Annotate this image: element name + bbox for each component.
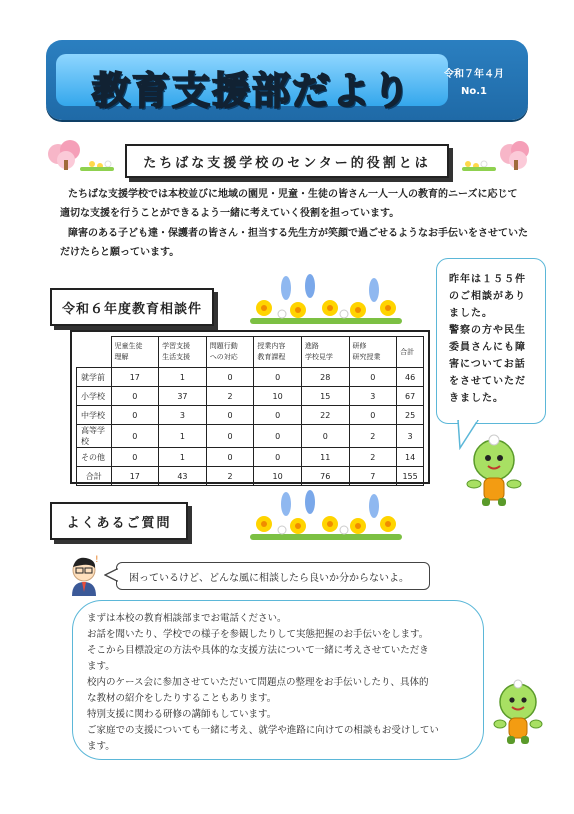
table-row	[77, 425, 424, 448]
column-header-line: 学習支援	[162, 342, 191, 350]
table-cell: 43	[159, 467, 207, 486]
role-paragraph-1	[60, 185, 540, 223]
side-note-line: ました。	[449, 308, 493, 319]
row-label: 高等学校	[77, 425, 112, 448]
mascot-icon	[462, 434, 528, 510]
page-title: 教育支援部だより	[91, 69, 412, 113]
question-text: 困っているけど、どんな風に相談したら良いか分からないよ。	[129, 573, 409, 584]
table-cell: 0	[206, 406, 254, 425]
table-cell: 1	[159, 448, 207, 467]
table-cell: 17	[111, 368, 159, 387]
table-cell: 7	[349, 467, 397, 486]
table-row	[77, 406, 424, 425]
table-cell: 10	[254, 387, 302, 406]
cherry-blossom-icon	[460, 140, 536, 172]
answer-line: お話を聞いたり、学校での様子を参観したりして実態把握のお手伝いをします。	[87, 629, 429, 640]
flower-bed-icon	[246, 274, 406, 326]
title-panel	[56, 54, 448, 113]
column-header	[159, 337, 207, 368]
table-cell: 155	[397, 467, 424, 486]
column-header-line: 研究授業	[352, 353, 381, 361]
table-cell: 22	[301, 406, 349, 425]
consultation-table-frame	[70, 330, 430, 484]
table-corner-cell	[77, 337, 112, 368]
column-header-line: 教育課程	[257, 353, 286, 361]
answer-line: そこから目標設定の方法や具体的な支援方法について一緒に考えさせていただき	[87, 645, 429, 656]
table-cell: 0	[206, 425, 254, 448]
answer-line: な教材の紹介をしたりすることもあります。	[87, 693, 277, 704]
row-label: 就学前	[77, 368, 112, 387]
column-header-line: 授業内容	[257, 342, 286, 350]
column-header-line: 生活支援	[162, 353, 191, 361]
table-cell: 0	[206, 368, 254, 387]
column-header-line: 理解	[114, 353, 129, 361]
faq-heading-text: よくあるご質問	[66, 515, 172, 531]
table-cell: 11	[301, 448, 349, 467]
table-cell: 28	[301, 368, 349, 387]
table-cell: 0	[254, 368, 302, 387]
side-note-line: 警察の方や民生	[449, 325, 526, 336]
table-cell: 3	[397, 425, 424, 448]
flower-bed-icon	[246, 490, 406, 542]
column-header-line: 問題行動	[209, 342, 238, 350]
role-section-heading-text: たちばな支援学校のセンター的役割とは	[143, 155, 431, 171]
column-header-line: への対応	[209, 353, 238, 361]
table-cell: 0	[111, 387, 159, 406]
row-label: その他	[77, 448, 112, 467]
table-cell: 0	[301, 425, 349, 448]
table-row	[77, 368, 424, 387]
issue-info	[432, 66, 516, 100]
consultation-heading-text: 令和６年度教育相談件	[61, 301, 202, 317]
table-header-row	[77, 337, 424, 368]
side-note-line: きました。	[449, 393, 504, 404]
table-cell: 14	[397, 448, 424, 467]
table-row	[77, 448, 424, 467]
table-body	[77, 368, 424, 486]
answer-line: まずは本校の教育相談部までお電話ください。	[87, 613, 287, 624]
column-header	[111, 337, 159, 368]
role-line: たちばな支援学校では本校並びに地域の園児・児童・生徒の皆さん一人一人の教育的ニーズに応じて	[68, 189, 518, 200]
table-cell: 0	[111, 406, 159, 425]
column-header	[206, 337, 254, 368]
title-banner	[46, 40, 528, 120]
table-cell: 2	[206, 387, 254, 406]
column-header-line: 研修	[352, 342, 367, 350]
table-cell: 2	[349, 425, 397, 448]
table-cell: 2	[206, 467, 254, 486]
table-cell: 2	[349, 448, 397, 467]
cherry-blossom-icon	[40, 140, 116, 172]
row-label: 小学校	[77, 387, 112, 406]
faq-heading	[50, 502, 188, 540]
table-cell: 46	[397, 368, 424, 387]
table-cell: 3	[159, 406, 207, 425]
answer-line: ご家庭での支援についても一緒に考え、就学や進路に向けての相談もお受けしてい	[87, 725, 439, 736]
answer-bubble	[72, 600, 484, 760]
side-note-line: 害についてお話	[449, 359, 526, 370]
column-header-line: 児童生徒	[114, 342, 143, 350]
table-cell: 67	[397, 387, 424, 406]
question-bubble-tail-icon	[104, 568, 118, 582]
table-cell: 1	[159, 425, 207, 448]
table-cell: 0	[349, 406, 397, 425]
consultation-table	[76, 336, 424, 486]
column-header-line: 学校見学	[304, 353, 333, 361]
teacher-icon	[64, 552, 104, 598]
question-bubble	[116, 562, 430, 590]
answer-line: 校内のケース会に参加させていただいて問題点の整理をお手伝いしたり、具体的	[87, 677, 429, 688]
table-row	[77, 387, 424, 406]
table-cell: 0	[206, 448, 254, 467]
row-label: 合計	[77, 467, 112, 486]
table-cell: 17	[111, 467, 159, 486]
role-paragraph-2	[60, 224, 540, 262]
column-header-line: 進路	[304, 342, 319, 350]
side-note-bubble	[436, 258, 546, 424]
column-header	[301, 337, 349, 368]
consultation-heading	[50, 288, 214, 326]
table-cell: 0	[254, 406, 302, 425]
issue-number: No.1	[461, 86, 487, 97]
mascot-icon	[488, 678, 548, 748]
table-cell: 0	[254, 425, 302, 448]
table-cell: 0	[111, 425, 159, 448]
table-cell: 3	[349, 387, 397, 406]
table-cell: 0	[254, 448, 302, 467]
table-cell: 25	[397, 406, 424, 425]
table-cell: 15	[301, 387, 349, 406]
column-header-line: 合計	[400, 347, 415, 356]
table-cell: 1	[159, 368, 207, 387]
answer-line: ます。	[87, 661, 115, 672]
answer-line: 特別支援に関わる研修の講師もしています。	[87, 709, 277, 720]
table-cell: 10	[254, 467, 302, 486]
answer-line: ます。	[87, 741, 115, 752]
side-note-text	[449, 271, 541, 407]
table-row	[77, 467, 424, 486]
svg-text:!: !	[95, 555, 99, 565]
issue-date: 令和７年４月	[444, 69, 504, 80]
table-cell: 0	[111, 448, 159, 467]
table-cell: 76	[301, 467, 349, 486]
side-note-line: をさせていただ	[449, 376, 526, 387]
side-note-line: のご相談があり	[449, 291, 526, 302]
side-note-line: 委員さんにも障	[449, 342, 526, 353]
role-line: だけたらと願っています。	[60, 247, 180, 258]
table-cell: 37	[159, 387, 207, 406]
role-line: 適切な支援を行うことができるよう一緒に考えていく役割を担っています。	[60, 208, 400, 219]
role-section-heading	[125, 144, 449, 178]
row-label: 中学校	[77, 406, 112, 425]
role-line: 障害のある子ども達・保護者の皆さん・担当する先生方が笑顔で過ごせるようなお手伝いをさせていた	[68, 228, 528, 239]
table-cell: 0	[349, 368, 397, 387]
column-header	[254, 337, 302, 368]
column-header	[349, 337, 397, 368]
answer-text	[87, 611, 473, 755]
column-header	[397, 337, 424, 368]
side-note-line: 昨年は１５５件	[449, 274, 526, 285]
